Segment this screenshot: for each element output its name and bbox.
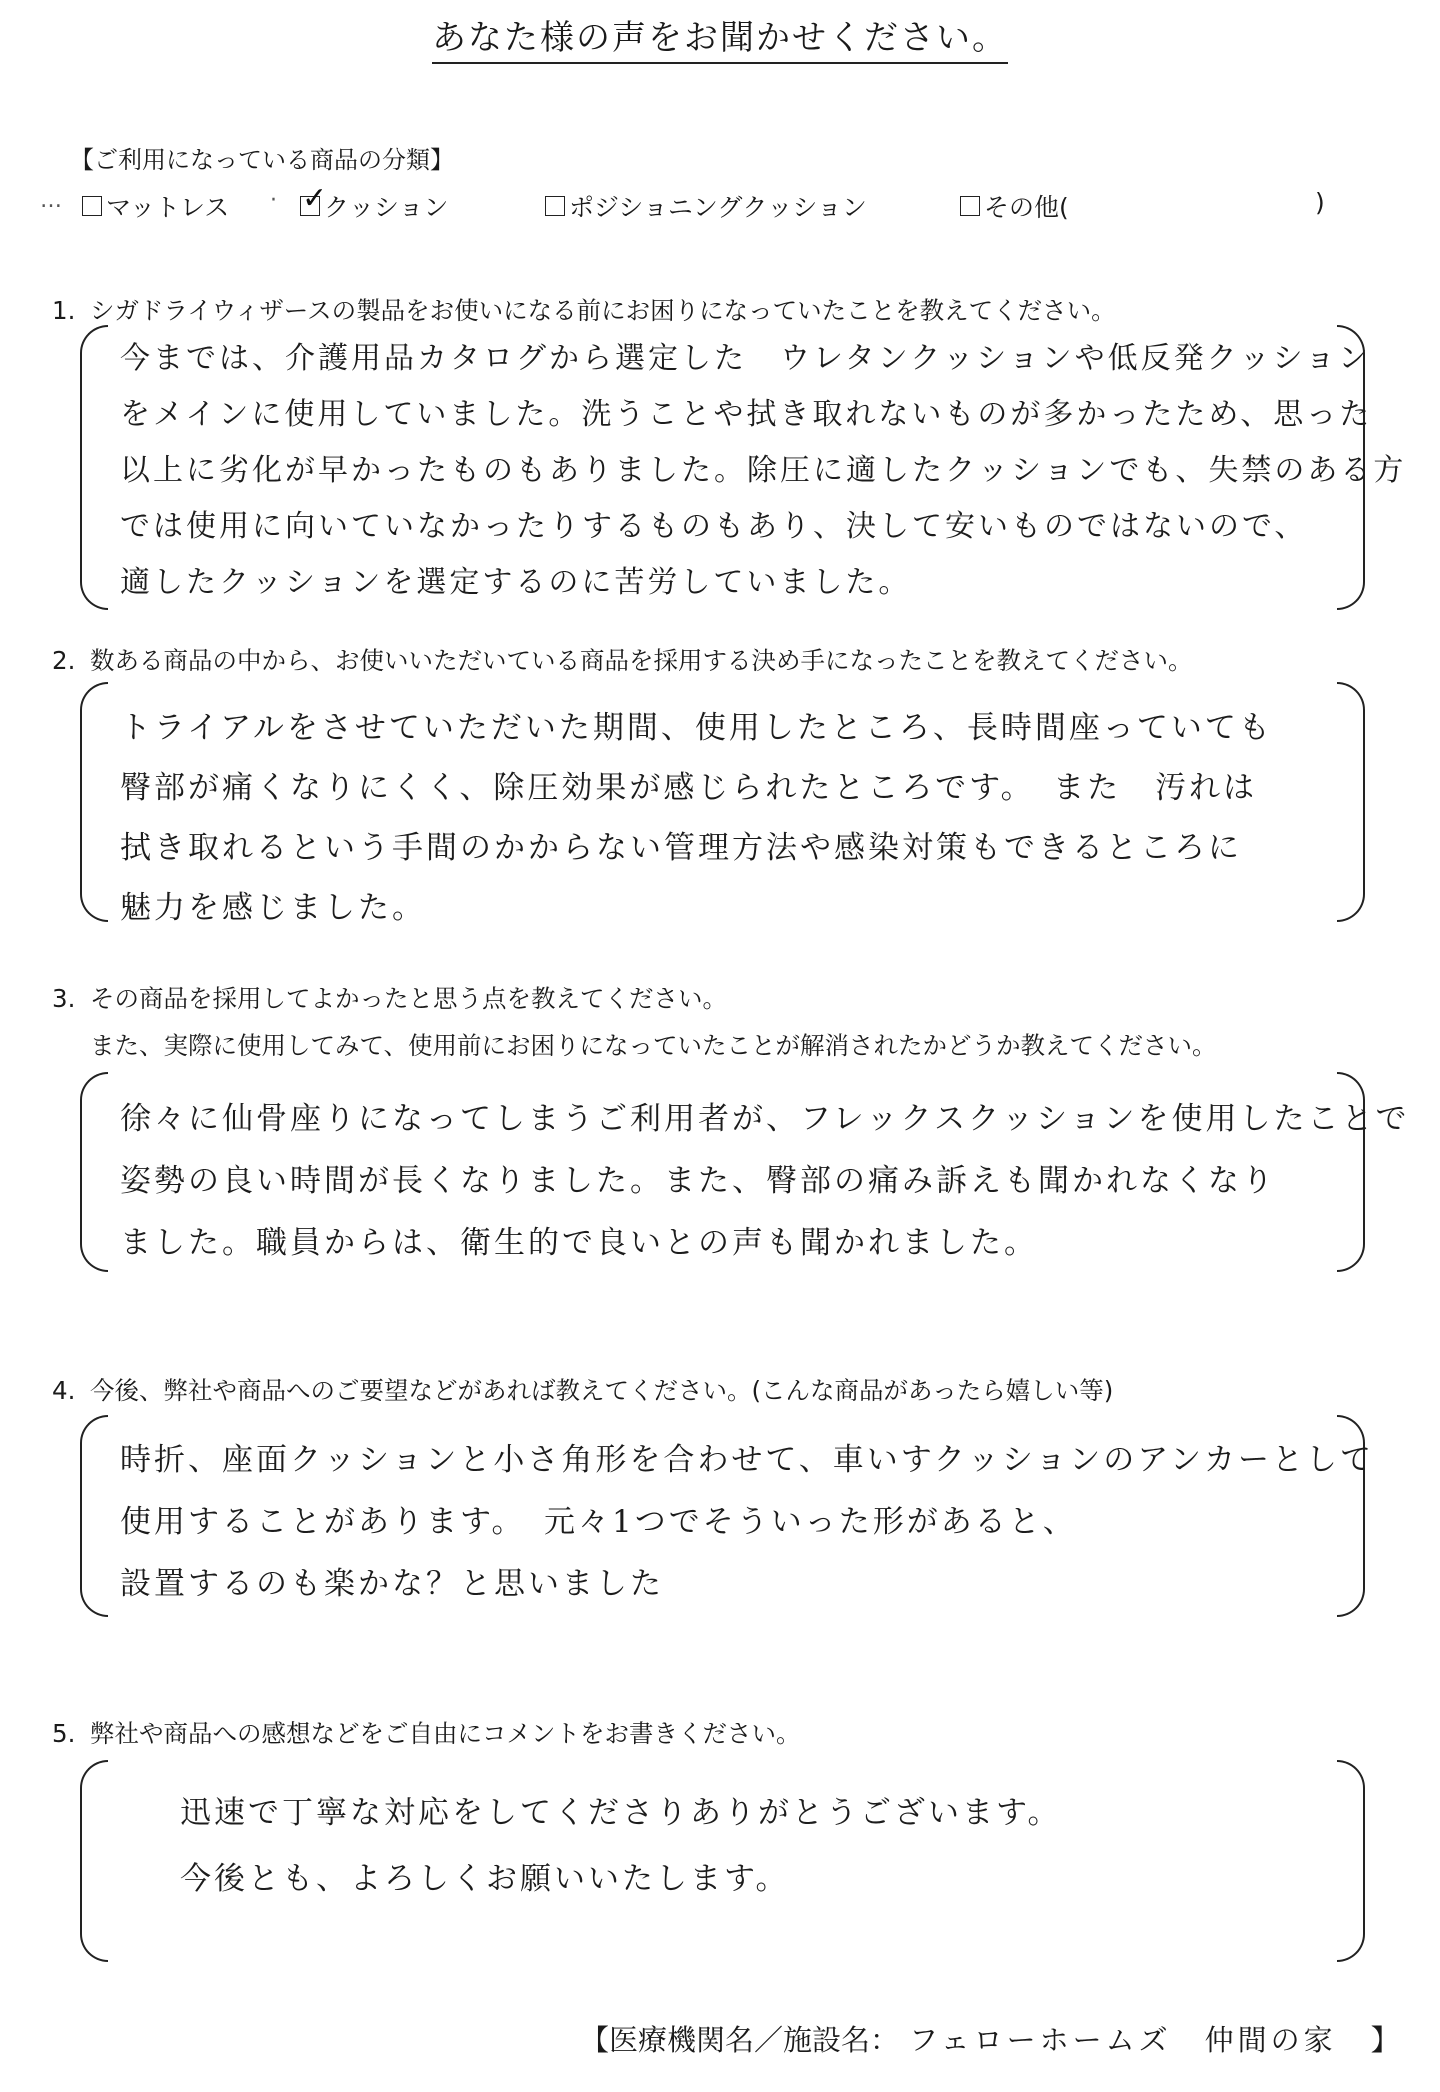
bracket-left <box>80 682 108 922</box>
question-number: 5. <box>52 1719 76 1748</box>
answer-line: 姿勢の良い時間が長くなりました。また、臀部の痛み訴えも聞かれなくなり <box>120 1163 1276 1199</box>
answer-line: では使用に向いていなかったりするものもあり、決して安いものではないので、 <box>120 509 1308 544</box>
question-3 <box>52 980 727 1015</box>
answer-line: をメインに使用していました。洗うことや拭き取れないものが多かったため、思った <box>120 397 1373 432</box>
answer-line: 臀部が痛くなりにくく、除圧効果が感じられたところです。 また 汚れは <box>120 770 1258 806</box>
page-title: あなた様の声をお聞かせください。 <box>0 10 1440 59</box>
question-4 <box>52 1372 1113 1407</box>
question-number: 2. <box>52 646 76 675</box>
answer-4[interactable] <box>80 1415 1374 1617</box>
answer-line: ました。職員からは、衛生的で良いとの声も聞かれました。 <box>120 1225 1038 1261</box>
answer-5-text <box>180 1780 1335 1912</box>
bracket-left <box>80 1415 108 1617</box>
question-number: 3. <box>52 984 76 1013</box>
answer-line: 徐々に仙骨座りになってしまうご利用者が、フレックスクッションを使用したことで <box>120 1101 1410 1137</box>
answer-line: 拭き取れるという手間のかからない管理方法や感染対策もできるところに <box>120 830 1242 866</box>
facility-label: 【医療機関名／施設名： <box>580 2023 900 2057</box>
question-number: 4. <box>52 1376 76 1405</box>
facility-name: フェローホームズ 仲間の家 <box>909 2023 1337 2057</box>
question-3-subtext: また、実際に使用してみて、使用前にお困りになっていたことが解消されたかどうか教えてください。 <box>90 1031 1217 1060</box>
facility-close-bracket: 】 <box>1370 2023 1400 2057</box>
question-number: 1. <box>52 296 76 325</box>
bracket-left <box>80 1760 108 1962</box>
answer-5[interactable] <box>80 1760 1365 1962</box>
answer-1-text <box>120 331 1407 611</box>
bracket-right <box>1337 682 1365 922</box>
bracket-right <box>1337 1760 1365 1962</box>
answer-line: 今までは、介護用品カタログから選定した ウレタンクッションや低反発クッション <box>120 341 1371 376</box>
question-text: 弊社や商品への感想などをご自由にコメントをお書きください。 <box>90 1719 801 1748</box>
answer-line: 以上に劣化が早かったものもありました。除圧に適したクッションでも、失禁のある方 <box>120 453 1407 488</box>
answer-line: 設置するのも楽かな？と思いました <box>120 1566 664 1602</box>
checkbox-mattress[interactable] <box>82 196 102 216</box>
answer-2[interactable] <box>80 682 1365 926</box>
bracket-left <box>80 325 108 610</box>
answer-line: 使用することがあります。 元々1つでそういった形があると、 <box>120 1504 1077 1540</box>
category-label: 【ご利用になっている商品の分類】 <box>70 146 454 174</box>
option-label-cushion: クッション <box>324 193 449 222</box>
checkbox-positioning-cushion[interactable] <box>545 196 565 216</box>
answer-line: 迅速で丁寧な対応をしてくださりありがとうございます。 <box>180 1795 1062 1831</box>
question-text: その商品を採用してよかったと思う点を教えてください。 <box>90 984 727 1013</box>
answer-1[interactable] <box>80 325 1407 610</box>
answer-2-text <box>120 698 1335 938</box>
answer-line: 魅力を感じました。 <box>120 890 426 926</box>
category-options <box>40 188 1360 224</box>
option-label-mattress: マットレス <box>106 193 230 222</box>
other-close-paren: ) <box>1315 188 1325 217</box>
checkbox-cushion-checked[interactable] <box>300 196 320 216</box>
option-other[interactable] <box>960 188 1069 224</box>
answer-3-text <box>120 1088 1410 1274</box>
question-5 <box>52 1715 801 1750</box>
option-cushion[interactable] <box>300 188 449 224</box>
question-1 <box>52 292 1116 327</box>
checkbox-other[interactable] <box>960 196 980 216</box>
answer-line: 適したクッションを選定するのに苦労していました。 <box>120 565 912 600</box>
answer-line: 時折、座面クッションと小さ角形を合わせて、車いすクッションのアンカーとして <box>120 1442 1374 1478</box>
option-label-other: その他( <box>984 193 1069 222</box>
option-positioning-cushion[interactable] <box>545 188 867 224</box>
option-label-positioning-cushion: ポジショニングクッション <box>569 193 867 222</box>
question-text: シガドライウィザースの製品をお使いになる前にお困りになっていたことを教えてください。 <box>90 296 1116 325</box>
answer-4-text <box>120 1429 1374 1615</box>
question-text: 数ある商品の中から、お使いいただいている商品を採用する決め手になったことを教えてください。 <box>90 646 1193 675</box>
bracket-left <box>80 1072 108 1272</box>
question-text: 今後、弊社や商品へのご要望などがあれば教えてください。(こんな商品があったら嬉しい等) <box>90 1376 1114 1405</box>
facility-footer <box>580 2018 1400 2059</box>
answer-line: トライアルをさせていただいた期間、使用したところ、長時間座っていても <box>120 710 1273 746</box>
option-mattress[interactable] <box>82 188 229 224</box>
answer-line: 今後とも、よろしくお願いいたします。 <box>180 1861 790 1897</box>
separator-dot: · <box>270 188 277 213</box>
answer-3[interactable] <box>80 1072 1410 1272</box>
leading-dots: … <box>40 188 62 213</box>
question-2 <box>52 642 1193 677</box>
